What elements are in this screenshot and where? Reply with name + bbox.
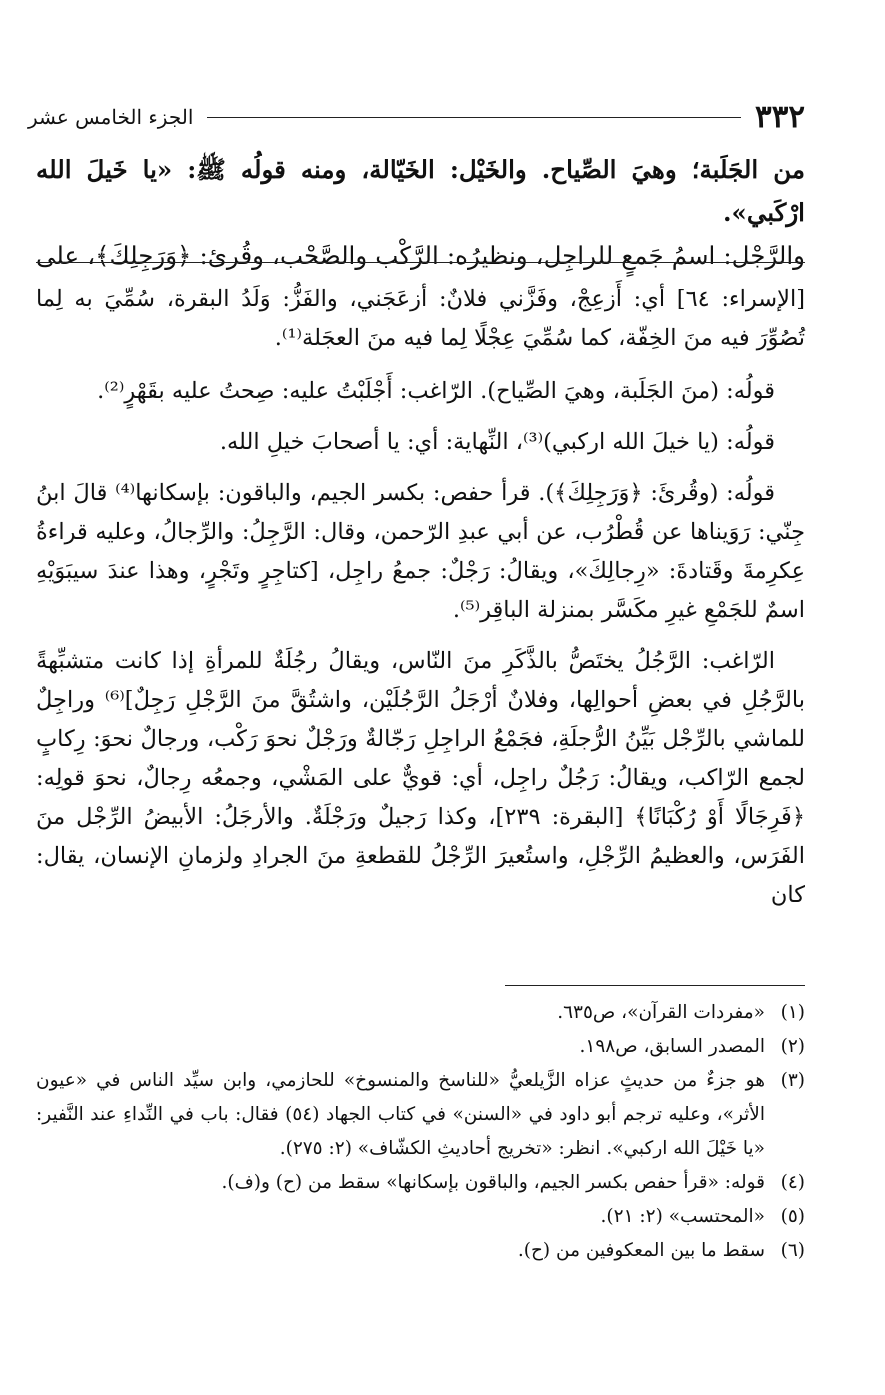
footnote-number: (٤) <box>780 1172 805 1193</box>
commentary-block <box>36 280 805 927</box>
commentary-paragraph: قولُه: (وقُرئَ: ﴿وَرَجِلِكَ﴾). قرأ حفص: بكسر الجيم، والباقون: بإسكانها⁽⁴⁾ قالَ ابنُ جِنّي: رَوَيناها عن قُطْرُب، عن أبي عبدِ الرّحمن، وقال: الرَّجِلُ: والرِّجالُ، وعليه قراءةُ عِكرِمةَ وقَتادةَ: «رِجالِكَ»، ويقالُ: رَجْلٌ: جمعُ راجِل، [كتاجِرٍ وتَجْرٍ، وهذا عندَ سيبَوَيْهِ اسمٌ للجَمْعِ غيرِ مكَسَّر بمنزلة الباقِر⁽⁵⁾. <box>36 480 805 623</box>
commentary-paragraph: قولُه: (منَ الجَلَبة، وهيَ الصِّياح). الرّاغب: أَجْلَبْتُ عليه: صِحتُ عليه بقَهْرٍ⁽²⁾. <box>97 378 775 404</box>
footnote-text: المصدر السابق، ص١٩٨. <box>579 1036 765 1057</box>
header-rule <box>207 117 741 118</box>
footnote <box>36 996 805 1030</box>
footnote-rule <box>505 985 805 986</box>
text-separator <box>36 262 805 263</box>
footnote <box>36 1234 805 1268</box>
footnote <box>36 1200 805 1234</box>
footnote-number: (١) <box>780 1002 805 1023</box>
main-text-line: من الجَلَبة؛ وهيَ الصِّياح. والخَيْل: الخَيّالة، ومنه قولُه ﷺ: «يا خَيلَ الله ارْكَبي». <box>36 155 805 227</box>
main-text-line: والرَّجْل: اسمُ جَمعٍ للراجِل، ونظيرُه: الرَّكْب والصَّحْب، وقُرئ: ﴿وَرَجِلِكَ﴾، على <box>36 241 805 270</box>
page-number: ٣٣٢ <box>755 99 805 135</box>
footnotes <box>36 996 805 1268</box>
commentary-paragraph: قولُه: (يا خيلَ الله اركبي)⁽³⁾، النِّهاية: أي: يا أصحابَ خيلِ الله. <box>219 429 775 455</box>
section-title: الجزء الخامس عشر <box>28 105 194 129</box>
commentary-paragraph: [الإسراء: ٦٤] أي: أَزعِجْ، وفَزَّني فلانٌ: أزعَجَني، والفَزُّ: وَلَدُ البقرة، سُمِّيَ به لِما تُصُوِّرَ فيه منَ الخِفّة، كما سُمِّيَ عِجْلًا لِما فيه منَ العجَلة⁽¹⁾. <box>36 286 805 351</box>
commentary-paragraph: الرّاغب: الرَّجُلُ يختَصُّ بالذَّكَرِ منَ النّاس، ويقالُ رجُلَةٌ للمرأةِ إذا كانت متشبِّهةً بالرَّجُلِ في بعضِ أحوالِها، وفلانٌ أرْجَلُ الرَّجُلَيْن، واشتُقَّ منَ الرَّجْلِ رَجِلٌ]⁽⁶⁾ وراجِلٌ للماشي بالرِّجْل بَيِّنُ الرُّجلَةِ، فجَمْعُ الراجِلِ رَجّالةٌ ورَجْلٌ نحوَ رَكْب، ورجالٌ نحوَ: رِكابٍ لجمع الرّاكب، ويقالُ: رَجُلٌ راجِل، أي: قويٌّ على المَشْي، وجمعُه رِجالٌ، نحوَ قولِه: ﴿فَرِجَالًا أَوْ رُكْبَانًا﴾ [البقرة: ٢٣٩]، وكذا رَجيلٌ ورَجْلَةٌ. والأرجَلُ: الأبيضُ الرِّجْل منَ الفَرَس، والعظيمُ الرِّجْلِ، واستُعيرَ الرِّجْلُ للقطعةِ منَ الجرادِ ولزمانِ الإنسان، يقال: كان <box>36 648 805 908</box>
footnote-number: (٢) <box>780 1036 805 1057</box>
footnote-number: (٦) <box>780 1240 805 1261</box>
footnote <box>36 1030 805 1064</box>
footnote-text: «المحتسب» (٢: ٢١). <box>600 1206 765 1227</box>
footnote-text: سقط ما بين المعكوفين من (ح). <box>517 1240 765 1261</box>
footnote-text: هو جزءٌ من حديثٍ عزاه الزَّيلعيُّ «للناسخ والمنسوخ» للحازمي، وابن سيِّد الناس في «عيون الأثر»، وعليه ترجم أبو داود في «السنن» في كتاب الجهاد (٥٤) فقال: باب في النِّداءِ عند النَّفير: «يا خَيْلَ الله اركبي». انظر: «تخريج أحاديثِ الكشّاف» (٢: ٢٧٥). <box>36 1070 765 1159</box>
footnote-text: قوله: «قرأ حفص بكسر الجيم، والباقون بإسكانها» سقط من (ح) و(ف). <box>221 1172 765 1193</box>
footnote-number: (٥) <box>780 1206 805 1227</box>
footnote-text: «مفردات القرآن»، ص٦٣٥. <box>557 1002 765 1023</box>
footnote-number: (٣) <box>780 1070 805 1091</box>
footnote <box>36 1166 805 1200</box>
footnote <box>36 1064 805 1166</box>
main-text <box>36 148 805 277</box>
page-header <box>28 94 805 140</box>
